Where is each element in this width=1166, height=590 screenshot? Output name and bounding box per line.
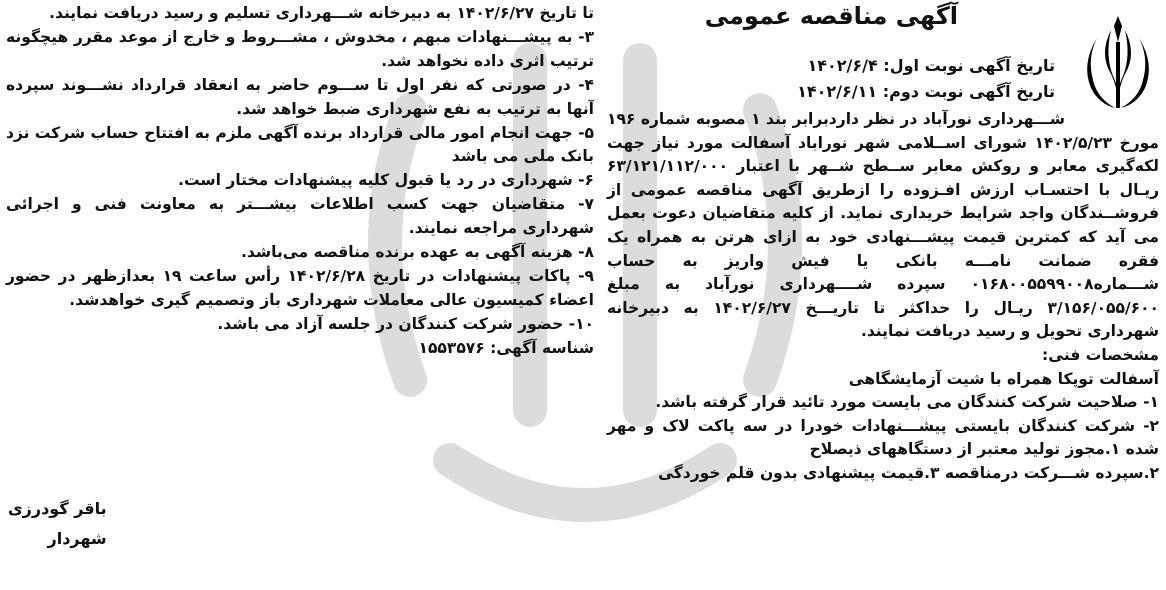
- right-body-text: [607, 108, 1159, 486]
- condition-item: ۲.سپرده شـــرکت درمناقصه ۳.قیمت پیشنهادی بدون قلم خوردگی: [658, 463, 1159, 482]
- condition-item: ۵- جهت انجام امور مالی قرارداد برنده آگهی ملزم به افتتاح حساب شرکت نزد بانک ملی می باشد: [5, 123, 594, 166]
- condition-item: ۴- در صورتی که نفر اول تا ســـوم حاضر به انعقاد قرارداد نشـــوند سپرده آنها به ترتیب به نفع شهرداری ضبط خواهد شد.: [6, 75, 594, 118]
- intro-paragraph: شـــهرداری نورآباد در نظر داردبرابر بند ۱ مصوبه شماره ۱۹۶ مورخ ۱۴۰۲/۵/۲۳ شورای اســلامی شهر نوراباد آسفالت مورد نیاز جهت لکه‌گیری معابر و روکش معابر ســطح شــهر با اعتبار ۶۳/۱۲۱/۱۱۲/۰۰۰ ریـال با احتسـاب ارزش افـزوده را ازطریق آگهی مناقصه عمومی از فروشــندگان واجد شرایط خریداری نماید. از کلیه متقاضیان دعوت بعمل می آید که کمترین قیمت پیشـــنهادی خود به ازای هرتن به همراه یک فقره ضمانت نامـــه بانکی یا فیش واریز به حساب شـــماره۰۱۶۸۰۰۵۵۹۹۰۰۸ سپرده شــــهرداری نورآباد به مبلغ ۳/۱۵۶/۰۵۵/۶۰۰ ریـال را حداکثر تا تاریـــخ ۱۴۰۲/۶/۲۷ به دبیرخانه شهرداری تحویل و رسید دریافت نمایند.: [607, 110, 1160, 341]
- signer-name: باقر گودرزی: [8, 499, 107, 518]
- notice-title: آگهی مناقصه عمومی: [704, 2, 958, 30]
- condition-item: ۱۰- حضور شرکت کنندگان در جلسه آزاد می باشد.: [217, 314, 594, 333]
- continuation-text: تا تاریخ ۱۴۰۲/۶/۲۷ به دبیرخانه شـــهرداری تسلیم و رسید دریافت نمایند.: [49, 4, 594, 22]
- signer-title: شهردار: [47, 529, 107, 548]
- condition-item: ۶- شهرداری در رد یا قبول کلیه پیشنهادات مختار است.: [178, 171, 594, 190]
- specs-item: آسفالت توپکا همراه با شیت آزمایشگاهی: [848, 369, 1159, 388]
- condition-item: ۹- پاکات پیشنهادات در تاریخ ۱۴۰۲/۶/۲۸ رأس ساعت ۱۹ بعدازظهر در حضور اعضاء کمیسیون عالی معاملات شهرداری باز وتصمیم گیری خواهدشد.: [6, 266, 594, 309]
- specs-heading: مشخصات فنی:: [1042, 345, 1159, 364]
- iran-emblem-icon: [1075, 12, 1161, 112]
- condition-item: ۸- هزینه آگهی به عهده برنده مناقصه می‌باشد.: [241, 243, 594, 262]
- left-body-text: [6, 2, 594, 361]
- notice-id: شناسه آگهی: ۱۵۵۳۵۷۶: [418, 338, 594, 357]
- notice-left-column: [4, 0, 598, 568]
- condition-item: ۱- صلاحیت شرکت کنندگان می بایست مورد تائید قرار گرفته باشد.: [655, 393, 1159, 412]
- condition-item: ۲- شرکت کنندگان بایستی پیشـــنهادات خودرا در سه پاکت لاک و مهر شده ۱.مجوز تولید معتبر از دستگاههای ذیصلاح: [607, 416, 1159, 459]
- first-notice-date: تاریخ آگهی نوبت اول: ۱۴۰۲/۶/۴: [807, 56, 1055, 75]
- condition-item: ۳- به پیشـــنهادات مبهم ، مخدوش ، مشـــروط و خارج از موعد مقرر هیچگونه ترتیب اثری داده نخواهد شد.: [6, 27, 594, 70]
- second-notice-date: تاریخ آگهی نوبت دوم: ۱۴۰۲/۶/۱۱: [797, 82, 1055, 101]
- condition-item: ۷- متقاضیان جهت کسب اطلاعات بیشـــتر به معاونت فنی و اجرائی شهرداری مراجعه نمایند.: [6, 195, 594, 238]
- notice-right-column: [603, 0, 1163, 568]
- signature-block: [8, 494, 107, 554]
